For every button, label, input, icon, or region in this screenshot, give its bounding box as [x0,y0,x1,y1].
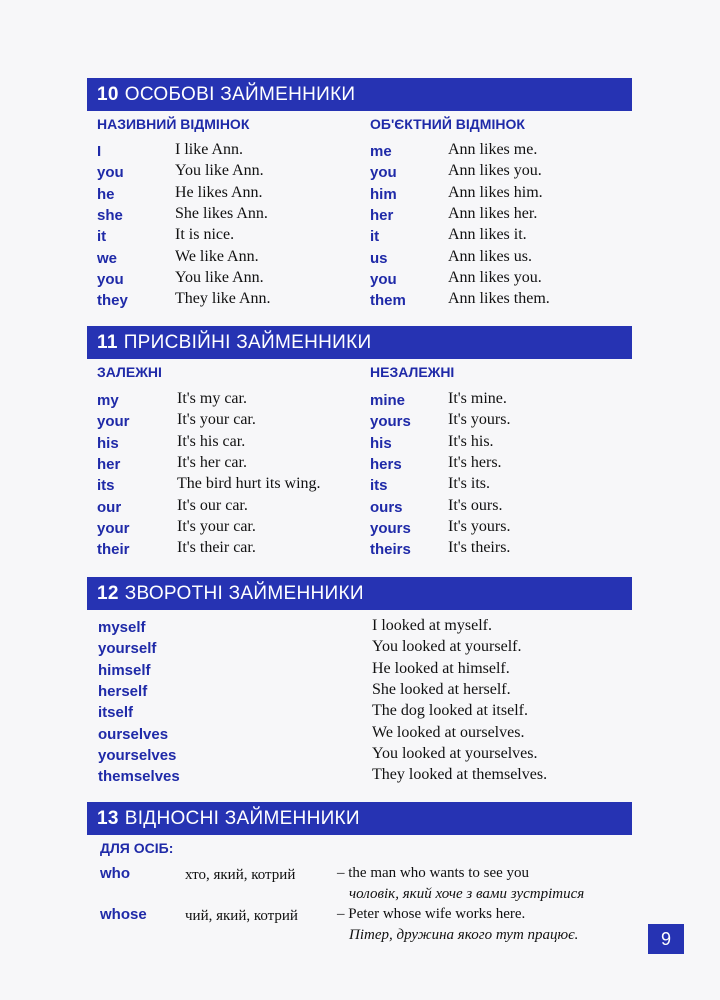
example-sentence: She likes Ann. [175,204,268,222]
example-sentence: It's his car. [177,432,246,450]
pronoun-word: you [370,164,397,182]
example-sentence: It's their car. [177,539,256,557]
subheading-objective: ОБ'ЄКТНИЙ ВІДМІНОК [370,116,525,132]
pronoun-word: yours [370,519,411,537]
example-sentence: Ann likes you. [448,162,542,180]
pronoun-word: theirs [370,541,411,559]
subheading-dependent: ЗАЛЕЖНІ [97,364,162,380]
example-sentence: The bird hurt its wing. [177,475,321,493]
pronoun-word: my [97,392,119,409]
example-sentence: – the man who wants to see you [337,865,530,881]
pronoun-translation: хто, який, котрий [185,867,296,883]
example-sentence: It's its. [448,475,490,493]
example-sentence: Ann likes him. [448,183,543,201]
pronoun-word: yours [370,413,411,431]
pronoun-word: her [97,455,121,473]
section-title: ВІДНОСНІ ЗАЙМЕННИКИ [124,808,360,829]
example-sentence: We looked at ourselves. [372,723,525,741]
pronoun-word: us [370,249,388,267]
pronoun-word: whose [100,906,147,923]
pronoun-word: mine [370,392,406,409]
pronoun-word: our [97,498,122,516]
example-sentence: They like Ann. [175,290,271,308]
section-number: 13 [97,808,119,829]
section-12-header [87,577,632,610]
example-sentence: It's his. [448,432,494,450]
example-sentence: They looked at themselves. [372,766,548,784]
example-sentence: It's ours. [448,496,503,514]
example-sentence: He looked at himself. [372,659,510,677]
pronoun-word: myself [98,619,146,636]
pronoun-word: his [97,434,119,452]
pronoun-word: itself [98,704,134,722]
example-sentence: The dog looked at itself. [372,702,528,720]
pronoun-word: she [97,206,123,224]
pronoun-word: me [370,143,392,160]
section-title: ЗВОРОТНІ ЗАЙМЕННИКИ [124,583,364,604]
subheading-for-persons: ДЛЯ ОСІБ: [100,840,174,856]
pronoun-word: her [370,206,394,224]
section-13-header [87,802,632,835]
example-sentence: Ann likes them. [448,290,550,308]
pronoun-word: himself [98,661,151,679]
example-sentence: It's yours. [448,517,511,535]
pronoun-word: you [97,164,124,182]
pronoun-word: their [97,541,130,559]
pronoun-word: yourself [98,640,157,658]
pronoun-word: its [370,477,388,495]
example-sentence: You like Ann. [175,162,264,180]
pronoun-word: it [370,228,380,246]
example-sentence: It's my car. [177,390,247,407]
pronoun-word: it [97,228,107,246]
section-number: 10 [97,84,119,105]
example-sentence: It's your car. [177,517,256,535]
pronoun-word: your [97,519,130,537]
example-sentence: We like Ann. [175,247,259,265]
example-sentence: It's your car. [177,411,256,429]
example-sentence: You like Ann. [175,268,264,286]
example-sentence: It's yours. [448,411,511,429]
pronoun-word: you [97,270,124,288]
example-sentence: Ann likes her. [448,204,538,222]
example-sentence: I like Ann. [175,141,243,158]
example-sentence: It's theirs. [448,539,511,557]
page-number: 9 [648,924,684,954]
pronoun-word: him [370,185,397,203]
example-sentence: It's her car. [177,453,247,471]
section-11-header [87,326,632,359]
pronoun-word: I [97,143,102,160]
pronoun-word: you [370,270,397,288]
example-sentence: It's hers. [448,453,502,471]
example-sentence: I looked at myself. [372,617,492,634]
pronoun-word: them [370,292,406,310]
pronoun-word: ours [370,498,403,516]
example-sentence: Ann likes us. [448,247,532,265]
example-sentence: It's mine. [448,390,507,407]
example-sentence: It's our car. [177,496,248,514]
example-sentence: Ann likes you. [448,268,542,286]
section-10-header [87,78,632,111]
section-title: ПРИСВІЙНІ ЗАЙМЕННИКИ [123,332,372,353]
example-sentence: – Peter whose wife works here. [337,906,526,922]
pronoun-word: he [97,185,115,203]
pronoun-word: its [97,477,115,495]
section-title: ОСОБОВІ ЗАЙМЕННИКИ [124,84,356,105]
example-sentence: He likes Ann. [175,183,263,201]
example-translation: чоловік, який хоче з вами зустрітися [349,886,585,902]
subheading-nominative: НАЗИВНИЙ ВІДМІНОК [97,116,250,132]
pronoun-word: who [100,865,130,882]
pronoun-word: they [97,292,128,310]
pronoun-word: herself [98,682,148,700]
pronoun-word: hers [370,455,402,473]
example-sentence: You looked at yourselves. [372,744,538,762]
example-sentence: You looked at yourself. [372,638,522,656]
pronoun-word: themselves [98,768,180,786]
pronoun-word: his [370,434,392,452]
pronoun-word: yourselves [98,746,177,764]
pronoun-translation: чий, який, котрий [185,908,298,924]
pronoun-word: we [97,249,118,267]
subheading-independent: НЕЗАЛЕЖНІ [370,364,455,380]
example-sentence: Ann likes me. [448,141,538,158]
section-number: 12 [97,583,119,604]
pronoun-word: your [97,413,130,431]
example-sentence: It is nice. [175,226,235,244]
example-sentence: She looked at herself. [372,680,511,698]
example-translation: Пітер, дружина якого тут працює. [349,927,579,943]
pronoun-word: ourselves [98,725,169,743]
example-sentence: Ann likes it. [448,226,527,244]
section-number: 11 [97,332,118,353]
